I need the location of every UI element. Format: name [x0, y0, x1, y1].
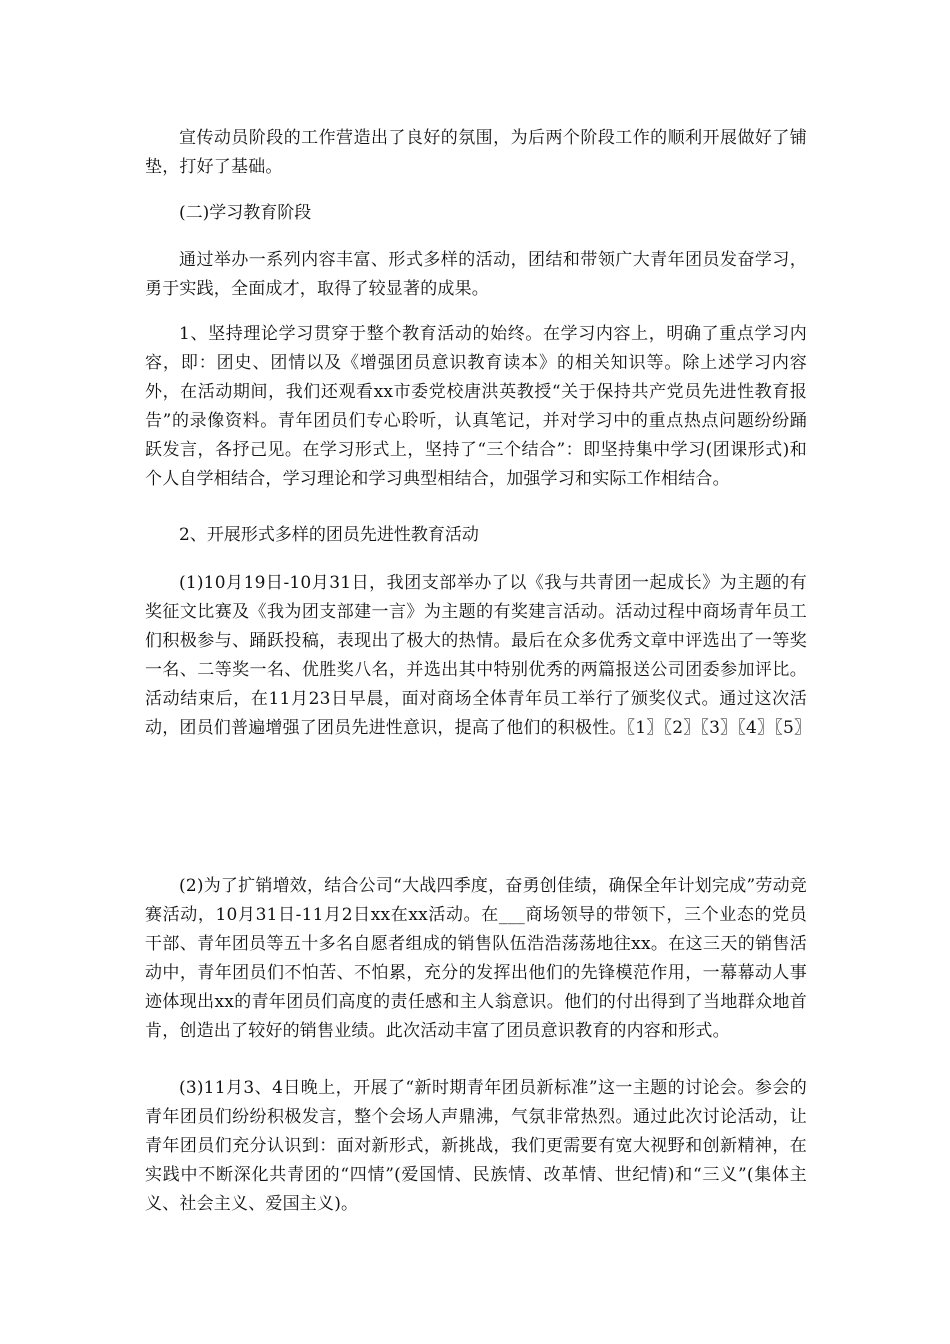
paragraph-activity-1: (1)10月19日-10月31日，我团支部举办了以《我与共青团一起成长》为主题的有奖征文比赛及《我为团支部建一言》为主题的有奖建言活动。活动过程中商场青年员工们积极参与、踊跃投稿，表现出了极大的热情。最后在众多优秀文章中评选出了一等奖一名、二等奖一名、优胜奖八名，并选出其中特别优秀的两篇报送公司团委参加评比。活动结束后，在11月23日早晨，面对商场全体青年员工举行了颁奖仪式。通过这次活动，团员们普遍增强了团员先进性意识，提高了他们的积极性。〖1〗〖2〗〖3〗〖4〗〖5〗 [145, 573, 812, 738]
subheading-activities: 2、开展形式多样的团员先进性教育活动 [179, 525, 479, 545]
section-heading-study-stage: (二)学习教育阶段 [179, 203, 312, 223]
paragraph-study-intro: 通过举办一系列内容丰富、形式多样的活动，团结和带领广大青年团员发奋学习，勇于实践，全面成才，取得了较显著的成果。 [145, 250, 807, 299]
paragraph-activity-3: (3)11月3、4日晚上，开展了“新时期青年团员新标准”这一主题的讨论会。参会的青年团员们纷纷积极发言，整个会场人声鼎沸，气氛非常热烈。通过此次讨论活动，让青年团员们充分认识到：面对新形式，新挑战，我们更需要有宽大视野和创新精神，在实践中不断深化共青团的“四情”(爱国情、民族情、改革情、世纪情)和“三义”(集体主义、社会主义、爱国主义)。 [145, 1078, 807, 1214]
paragraph-theory-study: 1、坚持理论学习贯穿于整个教育活动的始终。在学习内容上，明确了重点学习内容，即：团史、团情以及《增强团员意识教育读本》的相关知识等。除上述学习内容外，在活动期间，我们还观看xx市委党校唐洪英教授“关于保持共产党员先进性教育报告”的录像资料。青年团员们专心聆听，认真笔记，并对学习中的重点热点问题纷纷踊跃发言，各抒己见。在学习形式上，坚持了“三个结合”：即坚持集中学习(团课形式)和个人自学相结合，学习理论和学习典型相结合，加强学习和实际工作相结合。 [145, 324, 807, 489]
paragraph-activity-2: (2)为了扩销增效，结合公司“大战四季度，奋勇创佳绩，确保全年计划完成”劳动竞赛活动，10月31日-11月2日xx在xx活动。在___商场领导的带领下，三个业态的党员干部、青年团员等五十多名自愿者组成的销售队伍浩浩荡荡地往xx。在这三天的销售活动中，青年团员们不怕苦、不怕累，充分的发挥出他们的先锋模范作用，一幕幕动人事迹体现出xx的青年团员们高度的责任感和主人翁意识。他们的付出得到了当地群众地首肯，创造出了较好的销售业绩。此次活动丰富了团员意识教育的内容和形式。 [145, 876, 807, 1041]
paragraph-propaganda-summary: 宣传动员阶段的工作营造出了良好的氛围，为后两个阶段工作的顺利开展做好了铺垫，打好了基础。 [145, 128, 807, 177]
